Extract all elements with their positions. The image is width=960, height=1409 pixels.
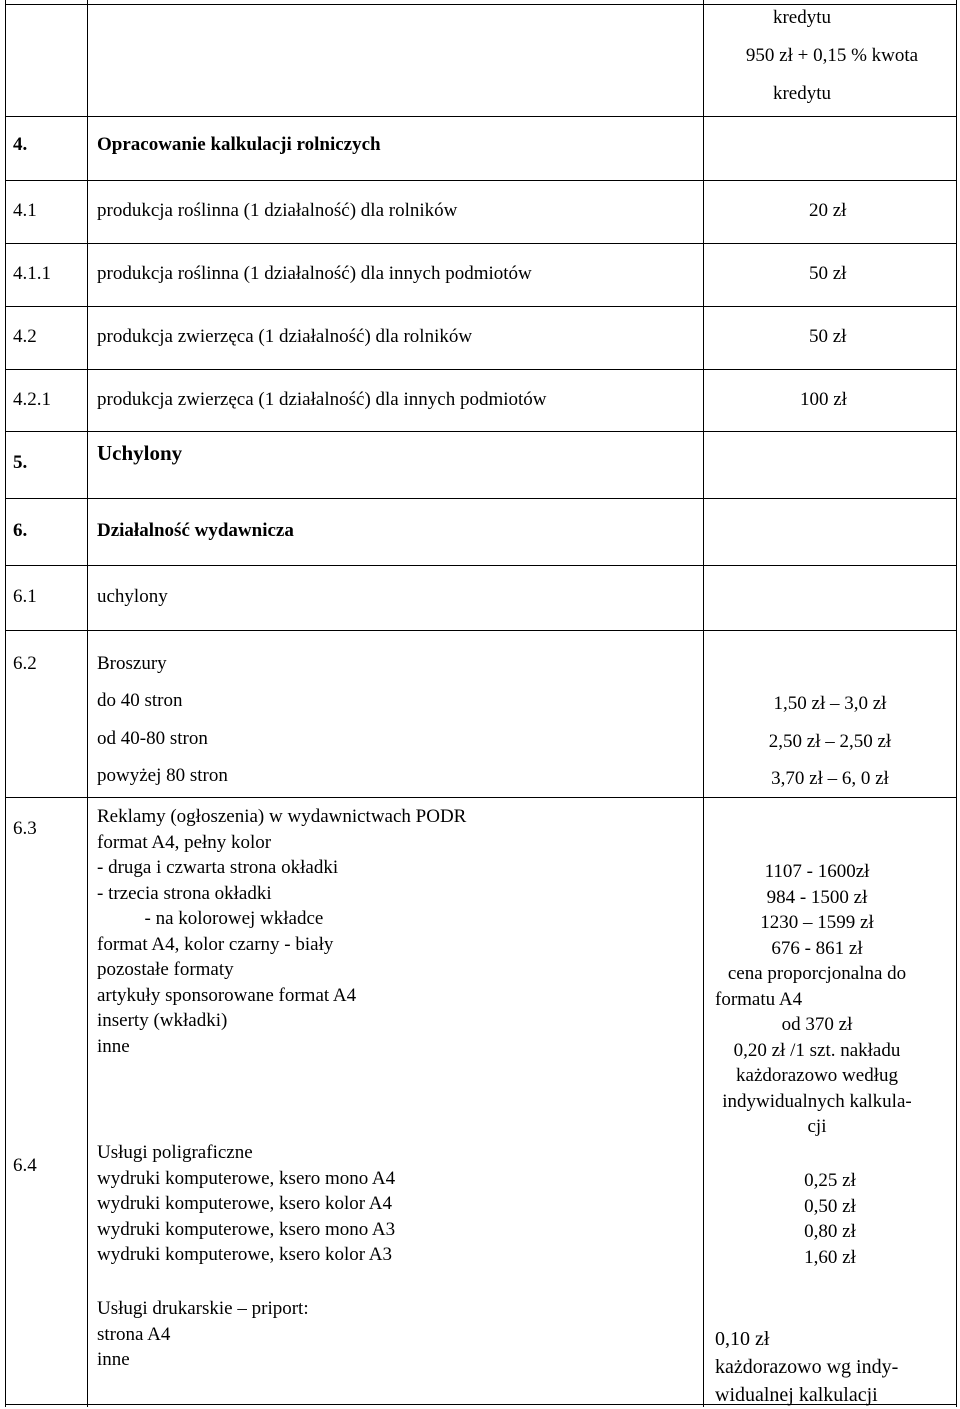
uslugi-lines [97, 1140, 395, 1268]
drukarskie-prices [715, 1325, 898, 1409]
row-number: 6.4 [13, 1155, 37, 1176]
table-row-divider [5, 369, 957, 370]
row-price: 1230 – 1599 zł [760, 912, 874, 933]
row-label: uchylony [97, 586, 168, 607]
reklamy-lines [97, 804, 466, 1059]
row-label: Opracowanie kalkulacji rolniczych [97, 134, 381, 155]
table-row-divider [5, 431, 957, 432]
row-price: każdorazowo według [736, 1065, 898, 1086]
list-item: - na kolorowej wkładce [97, 908, 324, 929]
table-row-divider [5, 797, 957, 798]
row-number: 6.1 [13, 586, 37, 607]
row-label: produkcja zwierzęca (1 działalność) dla rolników [97, 326, 473, 347]
row-number: 5. [13, 452, 28, 473]
list-item: - trzecia strona okładki [97, 882, 272, 904]
row-price: 0,10 zł [715, 1328, 770, 1350]
row-price: 1,60 zł [804, 1246, 856, 1268]
row-price: 0,80 zł [804, 1221, 856, 1242]
row-price: 676 - 861 zł [771, 937, 863, 959]
row-number: 4.2 [13, 326, 37, 347]
row-price: 0,20 zł /1 szt. nakładu [733, 1039, 901, 1061]
row-label: produkcja roślinna (1 działalność) dla innych podmiotów [97, 263, 532, 284]
row-price: 1107 - 1600zł [764, 861, 870, 882]
list-item: format A4, kolor czarny - biały [97, 933, 334, 955]
row-price: cji [807, 1116, 827, 1137]
row-number: 6.2 [13, 653, 37, 674]
price-cell-line: kredytu [772, 83, 832, 104]
row-price: od 370 zł [781, 1014, 853, 1035]
list-item: Reklamy (ogłoszenia) w wydawnictwach PODR [97, 806, 467, 827]
table-row-divider [5, 116, 957, 117]
row-price: 1,50 zł – 3,0 zł [773, 693, 887, 714]
row-price: 0,25 zł [804, 1170, 856, 1191]
list-item: wydruki komputerowe, ksero kolor A4 [97, 1193, 392, 1214]
row-price: indywidualnych kalkula- [722, 1090, 912, 1112]
list-item: strona A4 [97, 1323, 171, 1345]
list-item: inne [97, 1349, 130, 1370]
row-price: cena proporcjonalna do [727, 963, 907, 984]
row-price: 984 - 1500 zł [766, 886, 868, 908]
row-number: 4.1 [13, 200, 37, 221]
reklamy-prices [712, 859, 922, 1140]
row-price: 0,50 zł [804, 1195, 856, 1217]
table-border-col1 [87, 0, 88, 1407]
list-item: - druga i czwarta strona okładki [97, 857, 339, 878]
table-row-divider [5, 306, 957, 307]
row-number: 6.3 [13, 818, 37, 839]
list-item: inne [97, 1035, 130, 1057]
row-label: Broszury [97, 653, 167, 674]
table-row-divider [5, 565, 957, 566]
row-price: 100 zł [800, 389, 847, 410]
row-number: 6. [13, 520, 28, 541]
list-item: artykuły sponsorowane format A4 [97, 984, 357, 1006]
list-item: wydruki komputerowe, ksero mono A4 [97, 1167, 396, 1189]
list-item: inserty (wkładki) [97, 1010, 228, 1031]
list-item: powyżej 80 stron [97, 765, 228, 786]
table-border-right [956, 0, 957, 1407]
drukarskie-lines [97, 1296, 309, 1373]
row-price: 20 zł [809, 200, 847, 221]
list-item: wydruki komputerowe, ksero kolor A3 [97, 1244, 392, 1265]
row-price: każdorazowo wg indy- [715, 1356, 899, 1378]
price-cell-line: 950 zł + 0,15 % kwota [745, 45, 919, 66]
table-row-divider [5, 498, 957, 499]
row-price: 3,70 zł – 6, 0 zł [771, 768, 889, 789]
table-row-divider [5, 630, 957, 631]
row-label: Uchylony [97, 441, 183, 465]
row-number: 4. [13, 134, 28, 155]
table-row-divider [5, 180, 957, 181]
row-number: 4.2.1 [13, 389, 51, 410]
uslugi-prices [712, 1168, 948, 1270]
list-item: od 40-80 stron [97, 728, 208, 749]
row-price: 50 zł [809, 263, 847, 284]
row-label: produkcja roślinna (1 działalność) dla rolników [97, 200, 458, 221]
table-border-top [5, 4, 957, 5]
list-item: Usługi poligraficzne [97, 1142, 253, 1163]
row-number: 4.1.1 [13, 263, 51, 284]
row-price: formatu A4 [715, 988, 803, 1010]
row-price: 2,50 zł – 2,50 zł [768, 731, 892, 752]
row-label: Działalność wydawnicza [97, 520, 294, 541]
price-cell-line: kredytu [772, 7, 832, 28]
table-border-left [5, 0, 6, 1407]
list-item: wydruki komputerowe, ksero mono A3 [97, 1218, 396, 1240]
table-border-col2 [703, 0, 704, 1407]
row-price: widualnej kalkulacji [715, 1384, 878, 1406]
row-label: produkcja zwierzęca (1 działalność) dla innych podmiotów [97, 389, 547, 410]
list-item: format A4, pełny kolor [97, 831, 272, 853]
table-row-divider [5, 243, 957, 244]
list-item: do 40 stron [97, 690, 183, 711]
list-item: Usługi drukarskie – priport: [97, 1298, 309, 1319]
row-price: 50 zł [809, 326, 847, 347]
list-item: pozostałe formaty [97, 959, 234, 980]
